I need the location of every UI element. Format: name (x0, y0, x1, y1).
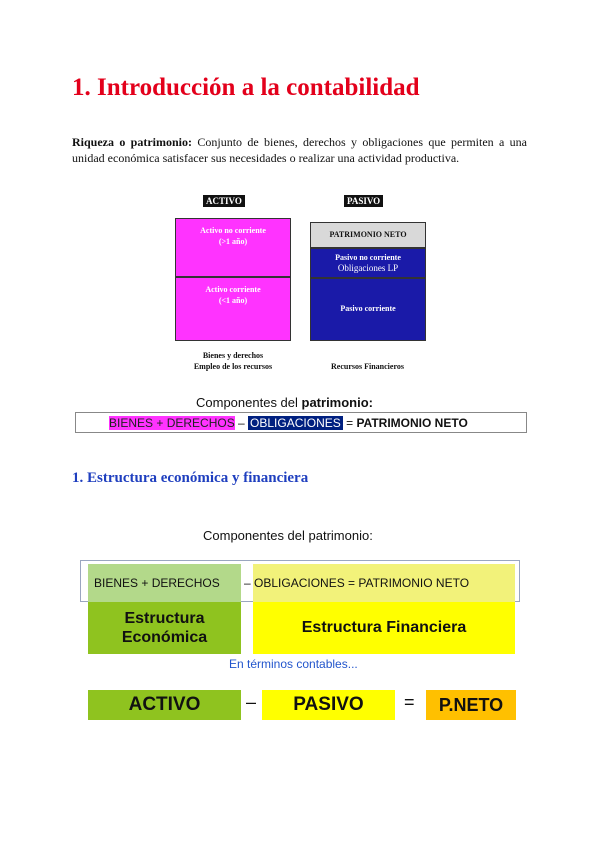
eq1-neto: PATRIMONIO NETO (356, 415, 468, 430)
caption-left (168, 350, 298, 372)
components-title-prefix: Componentes del (196, 395, 302, 410)
caption-left-line2: Empleo de los recursos (193, 362, 273, 371)
definition-term: Riqueza o patrimonio: (72, 135, 193, 149)
obligaciones-lp-label: Obligaciones LP (337, 263, 399, 273)
pasivo-box: PASIVO (262, 690, 395, 720)
eq2-rest: – OBLIGACIONES = PATRIMONIO NETO (244, 576, 470, 590)
definition-paragraph (72, 134, 527, 166)
eq1-obligaciones: OBLIGACIONES (250, 415, 341, 430)
activo-header: ACTIVO (203, 195, 245, 207)
activo-box: ACTIVO (88, 690, 241, 720)
activo-corriente-box (175, 277, 291, 341)
minus-sign: – (246, 692, 257, 712)
definition-text: Conjunto de bienes, derechos y obligaciones que permiten a una unidad económica satisfacer sus necesidades o realizar una actividad productiva. (72, 135, 527, 165)
equals-sign: = (404, 692, 415, 712)
components-title-2: Componentes del patrimonio: (203, 528, 373, 543)
patrimonio-neto-box: PATRIMONIO NETO (310, 222, 426, 248)
eq1-minus: – (234, 415, 249, 430)
eq1-equals: = (342, 415, 357, 430)
activo-no-corriente-box (175, 218, 291, 277)
equation-box-1 (75, 412, 527, 433)
pasivo-corriente-box: Pasivo corriente (310, 278, 426, 341)
eq2-bienes: BIENES + DERECHOS (94, 576, 220, 590)
pneto-box: P.NETO (426, 690, 516, 720)
page-title: 1. Introducción a la contabilidad (72, 74, 420, 101)
activo-no-corriente-label: Activo no corriente (200, 226, 266, 235)
components-title-bold: patrimonio: (301, 395, 374, 410)
pasivo-no-corriente-box (310, 248, 426, 278)
activo-corriente-sub: (<1 año) (218, 296, 248, 305)
estructura-economica-box: Estructura Económica (88, 602, 241, 654)
pasivo-no-corriente-label: Pasivo no corriente (335, 253, 401, 262)
eq1-bienes: BIENES + DERECHOS (109, 415, 235, 430)
caption-right: Recursos Financieros (331, 362, 404, 371)
estructura-financiera-box: Estructura Financiera (253, 602, 515, 654)
section-title: 1. Estructura económica y financiera (72, 470, 309, 486)
terminos-contables: En términos contables... (229, 657, 358, 671)
pasivo-header: PASIVO (344, 195, 383, 207)
caption-left-line1: Bienes y derechos (202, 351, 264, 360)
activo-no-corriente-sub: (>1 año) (218, 237, 248, 246)
components-title-1 (196, 395, 373, 410)
activo-corriente-label: Activo corriente (205, 285, 261, 294)
